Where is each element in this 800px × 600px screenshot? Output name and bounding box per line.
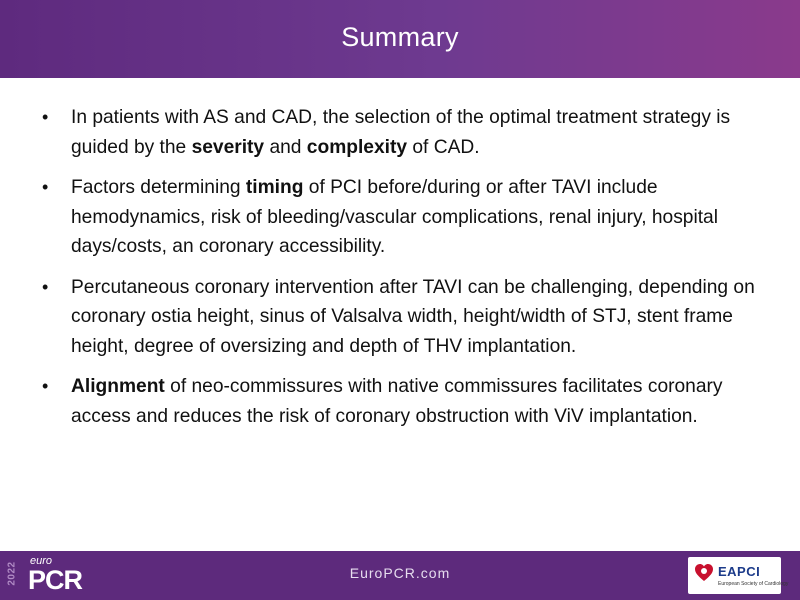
bullet-dot-icon: • [42, 107, 49, 127]
bullet-dot-icon: • [42, 276, 49, 297]
partner-sub: European Society of Cardiology [718, 581, 789, 587]
bullet-text: of PCI before/during or after TAVI include hemodynamics, risk of bleeding/vascular complications, renal injury, hospital days/costs, an coronary accessibility. [71, 177, 718, 257]
bullet-list [42, 103, 772, 442]
bullet-text: Factors determining [71, 177, 246, 198]
eapci-heart-icon [694, 563, 714, 583]
bullet-text: and [264, 136, 307, 158]
logo-prefix: euro [30, 555, 53, 567]
footer-url: EuroPCR.com [349, 565, 451, 581]
bullet-item [42, 103, 772, 162]
bullet-emphasis: complexity [306, 136, 408, 158]
slide-footer [0, 551, 800, 600]
bullet-text: Percutaneous coronary intervention after TAVI can be challenging, depending on coronary ostia height, sinus of Valsalva width, height/width of STJ, stent frame height, degree of oversizing and depth of THV implantation. [71, 276, 755, 357]
bullet-item [42, 173, 772, 262]
partner-name: EAPCI [718, 564, 761, 579]
bullet-dot-icon: • [42, 177, 49, 197]
bullet-item [42, 372, 772, 431]
bullet-text: of neo-commissures with native commissures facilitates coronary access and reduces the risk of coronary obstruction with ViV implantation. [71, 376, 723, 427]
slide-header [0, 0, 800, 78]
bullet-emphasis: severity [191, 136, 265, 158]
bullet-dot-icon: • [42, 376, 49, 396]
bullet-emphasis: timing [245, 177, 304, 198]
bullet-text: of CAD. [407, 136, 480, 158]
logo-name: PCR [28, 565, 83, 595]
bullet-text: In patients with AS and CAD, the selection of the optimal treatment strategy is guided by the [71, 107, 731, 158]
eapci-logo [688, 557, 789, 594]
logo-year: 2022 [6, 561, 18, 586]
slide-title: Summary [341, 21, 459, 52]
bullet-item [42, 273, 772, 362]
bullet-emphasis: Alignment [71, 376, 165, 397]
